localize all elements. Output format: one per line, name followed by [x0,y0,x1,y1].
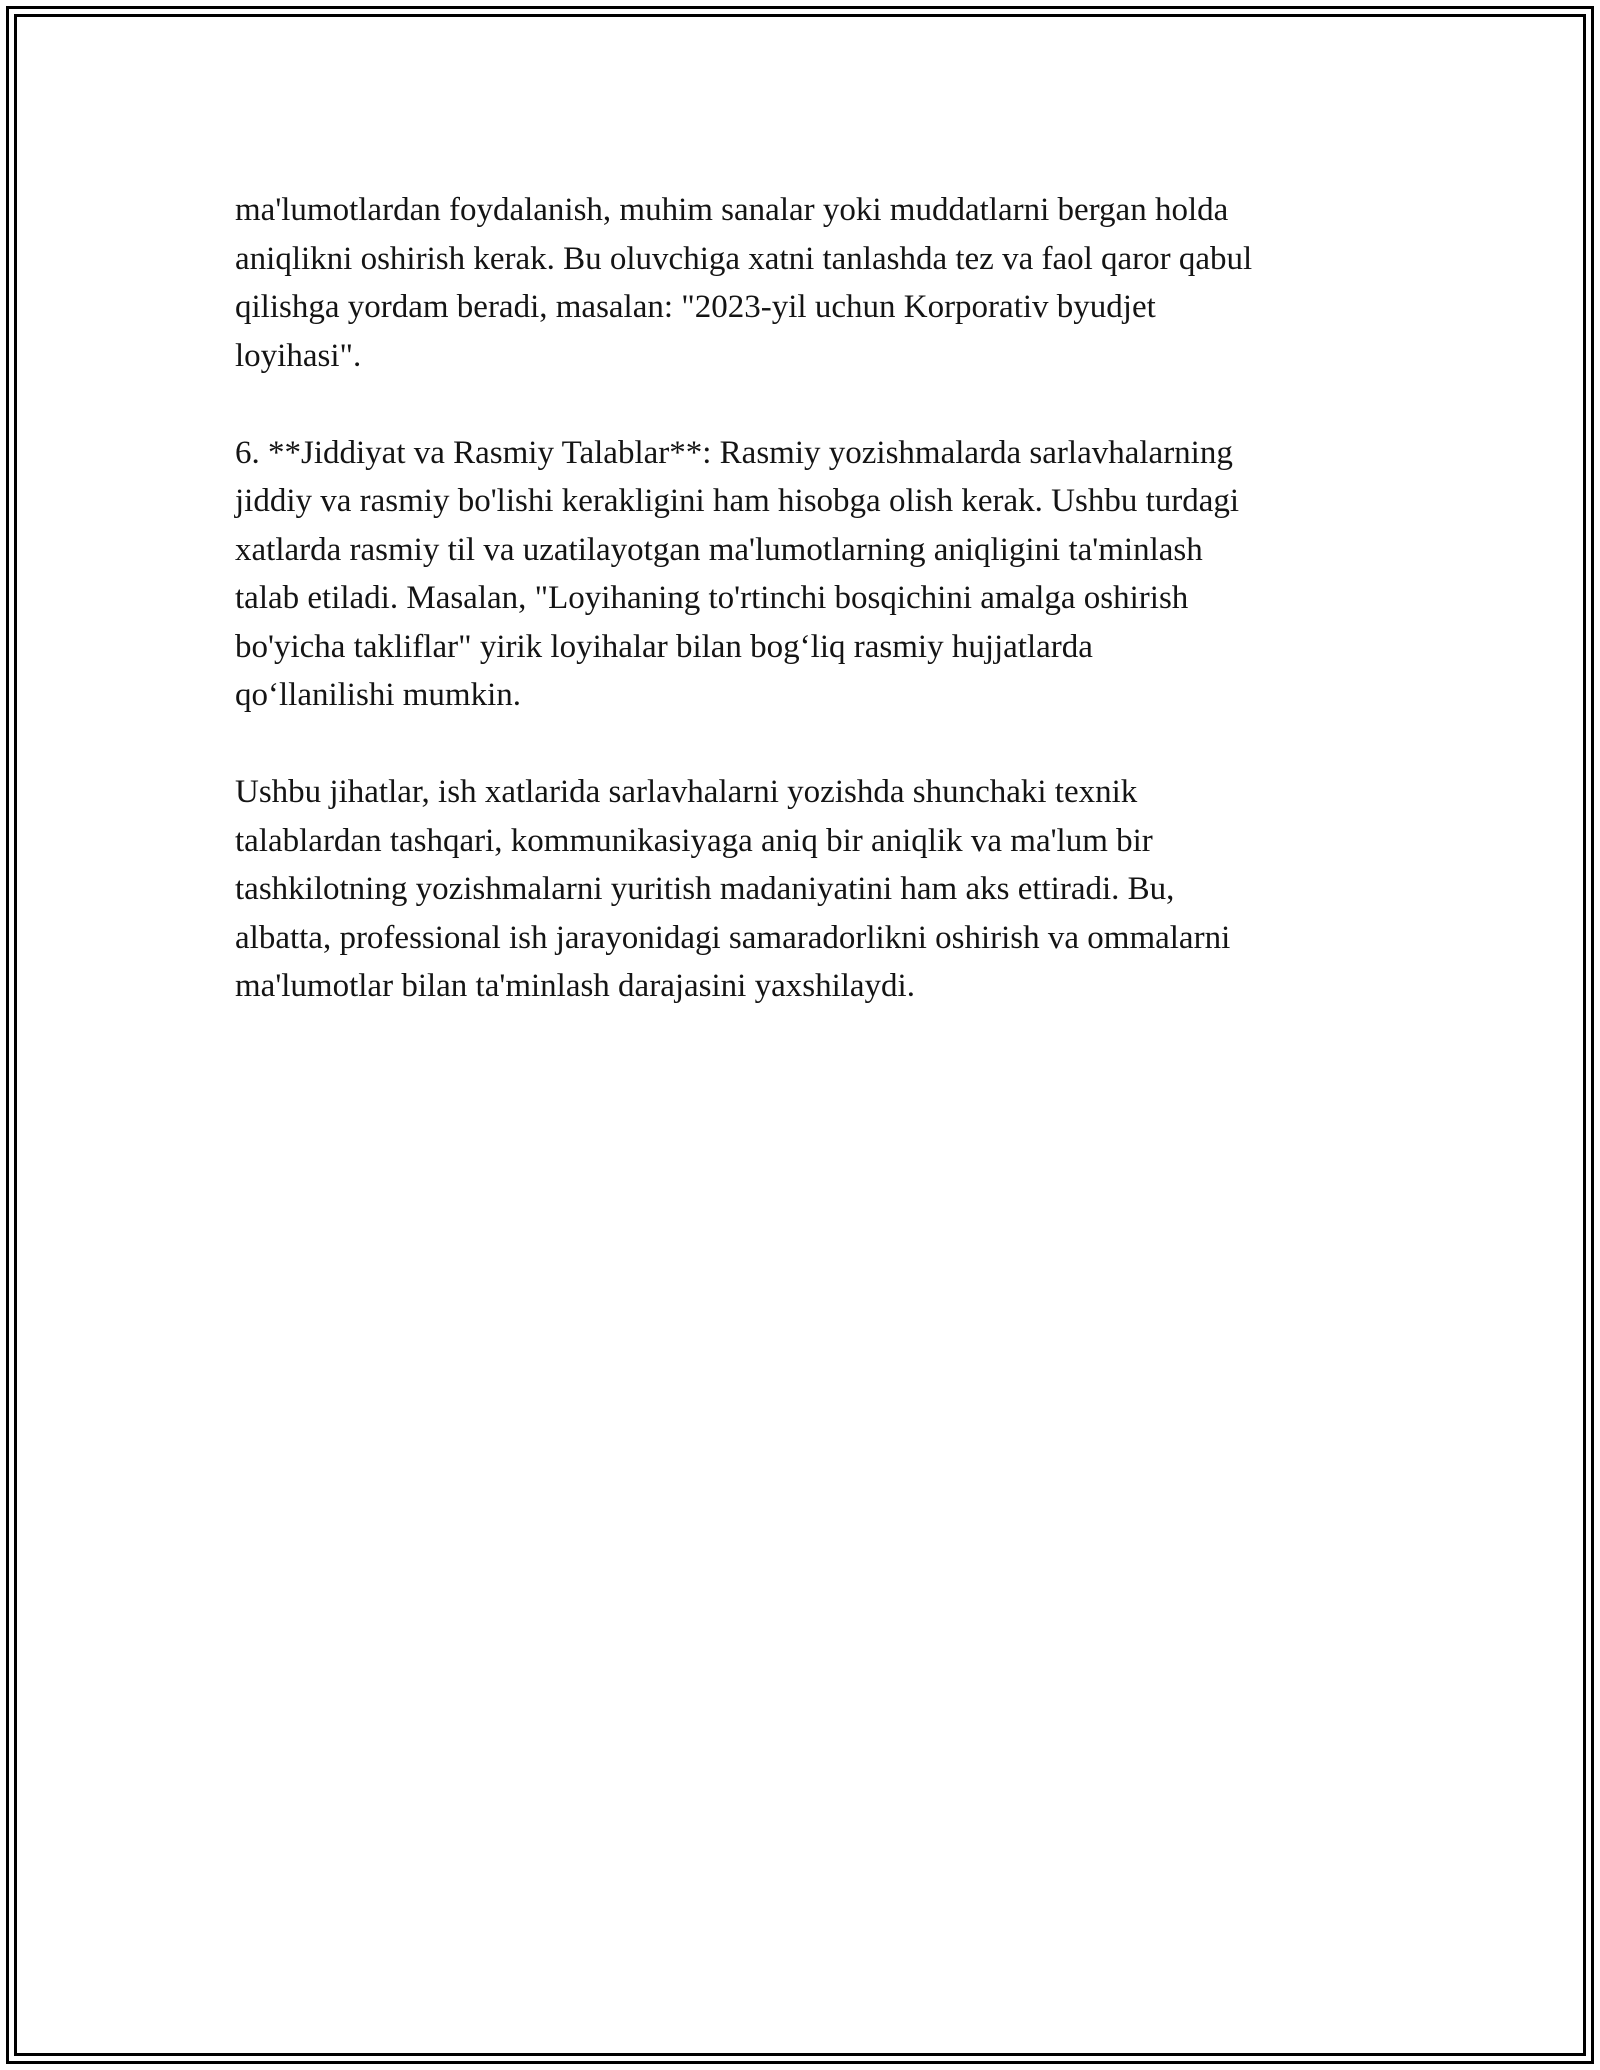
text-line: talab etiladi. Masalan, "Loyihaning to'rtinchi bosqichini amalga oshirish [235,580,1189,616]
paragraph-conclusion [235,768,1385,1011]
text-line: tashkilotning yozishmalarni yuritish madaniyatini ham aks ettiradi. Bu, [235,871,1175,907]
text-line: jiddiy va rasmiy bo'lishi kerakligini ham hisobga olish kerak. Ushbu turdagi [235,483,1240,519]
document-body [235,186,1385,1011]
text-line: 6. **Jiddiyat va Rasmiy Talablar**: Rasmiy yozishmalarda sarlavhalarning [235,434,1233,471]
text-line: loyihasi". [235,337,362,374]
paragraph-item-6 [235,429,1385,720]
text-line: bo'yicha takliflar" yirik loyihalar bilan bog‘liq rasmiy hujjatlarda [235,628,1093,665]
text-line: talablardan tashqari, kommunikasiyaga aniq bir aniqlik va ma'lum bir [235,822,1153,859]
text-line: qo‘llanilishi mumkin. [235,677,521,713]
text-line: xatlarda rasmiy til va uzatilayotgan ma'lumotlarning aniqligini ta'minlash [235,531,1203,568]
text-line: ma'lumotlardan foydalanish, muhim sanalar yoki muddatlarni bergan holda [235,192,1229,228]
paragraph-intro-continuation [235,186,1385,380]
text-line: qilishga yordam beradi, masalan: "2023-yil uchun Korporativ byudjet [235,289,1156,325]
text-line: Ushbu jihatlar, ish xatlarida sarlavhalarni yozishda shunchaki texnik [235,774,1138,810]
text-line: ma'lumotlar bilan ta'minlash darajasini yaxshilaydi. [235,968,915,1004]
text-line: aniqlikni oshirish kerak. Bu oluvchiga xatni tanlashda tez va faol qaror qabul [235,240,1253,277]
text-line: albatta, professional ish jarayonidagi samaradorlikni oshirish va ommalarni [235,919,1231,956]
